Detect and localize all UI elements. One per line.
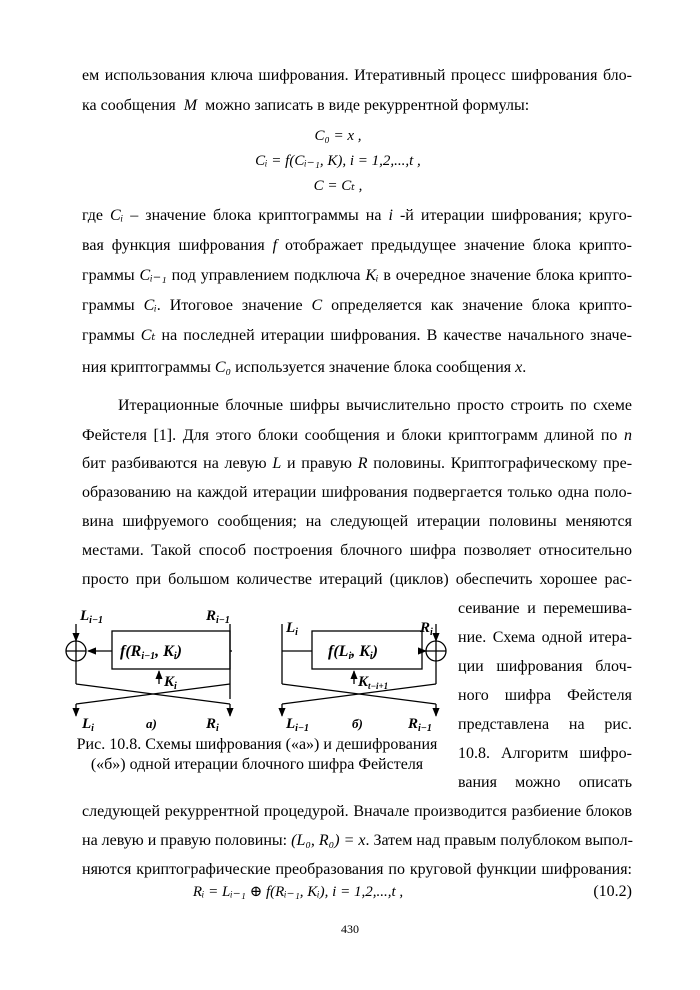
text-line: ции шифрования блоч- — [458, 658, 632, 675]
label: $L_{i-1}$ — [80, 608, 104, 626]
label: $L_i$ — [286, 620, 298, 638]
text-line: ние. Схема одной итера- — [458, 629, 632, 646]
text-line: ного шифра Фейстеля — [458, 687, 632, 704]
text-line: ния криптограммы C₀ используется значение блока сообщения x. — [82, 359, 527, 376]
text-line: представлена на рис. — [458, 716, 632, 733]
text-line: сеивание и перемешива- — [458, 600, 632, 617]
text-line: просто при большом количестве итераций (циклов) обеспечить хорошее рас- — [82, 571, 632, 588]
function-label: f(Ri−1, Ki) — [120, 643, 182, 662]
text-line: где Cᵢ – значение блока криптограммы на i -й итерации шифрования; круго- — [82, 207, 633, 224]
text-line: Итерационные блочные шифры вычислительно просто строить по схеме — [118, 397, 632, 414]
formula-line: C₀ = x , — [314, 128, 362, 144]
figure-caption: («б») одной итерации блочного шифра Фейстеля — [90, 756, 424, 773]
text-line: местами. Такой способ построения блочного шифра позволяет относительно — [82, 542, 632, 559]
text-line: вая функция шифрования f отображает предыдущее значение блока крипто- — [82, 237, 633, 254]
formula-line: Rᵢ = Lᵢ₋₁ ⊕ f(Rᵢ₋₁, Kᵢ), i = 1,2,...,t , — [192, 884, 404, 900]
text-line: вина шифруемого сообщения; на следующей итерации половины меняются — [82, 513, 632, 530]
function-label: f(Li, Ki) — [328, 643, 378, 662]
text-line: на левую и правую половины: (L₀, R₀) = x. Затем над правым полублоком выпол- — [82, 832, 633, 849]
scheme-b — [282, 624, 446, 716]
label: $R_i$ — [420, 620, 433, 638]
scheme-a — [66, 624, 232, 716]
text-line: бит разбиваются на левую L и правую R половины. Криптографическому пре- — [82, 455, 633, 472]
key-label: $K_i$ — [164, 674, 177, 692]
label: $R_{i-1}$ — [408, 716, 432, 734]
text-line: граммы Cₜ на последней итерации шифрования. В качестве начального значе- — [82, 327, 632, 344]
text-line: ем использования ключа шифрования. Итеративный процесс шифрования бло- — [82, 67, 632, 84]
scheme-a-label: а) — [146, 716, 157, 731]
text-line: граммы Cᵢ₋₁ под управлением подключа Kᵢ в очередное значение блока крипто- — [82, 267, 633, 284]
scheme-b-label: б) — [352, 716, 363, 731]
text-line: образованию на каждой итерации шифрования подвергается только одна поло- — [82, 484, 632, 501]
formula-line: C = Cₜ , — [313, 178, 363, 194]
label: $R_i$ — [206, 716, 219, 734]
text-line: няются криптографические преобразования по круговой функции шифрования: — [82, 861, 632, 878]
equation-number: (10.2) — [593, 883, 632, 900]
figure-caption: Рис. 10.8. Схемы шифрования («а») и дешифрования — [76, 736, 438, 753]
text-line: вания можно описать — [458, 774, 632, 791]
text-line: Фейстеля [1]. Для этого блоки сообщения и блоки криптограмм длиной по n — [82, 427, 633, 444]
page-number: 430 — [341, 922, 359, 936]
text-line: ка сообщения M можно записать в виде рекуррентной формулы: — [82, 97, 530, 114]
label: $L_{i-1}$ — [286, 716, 310, 734]
key-label: $K_{t-i+1}$ — [358, 674, 389, 691]
text-line: следующей рекуррентной процедурой. Вначале производится разбиение блоков — [82, 803, 632, 820]
label: $R_{i-1}$ — [206, 608, 230, 626]
text-line: 10.8. Алгоритм шифро- — [458, 745, 632, 762]
label: $L_i$ — [82, 716, 94, 734]
feistel-diagram — [56, 604, 456, 734]
formula-line: Cᵢ = f(Cᵢ₋₁, K), i = 1,2,...,t , — [255, 153, 421, 169]
text-line: граммы Cᵢ. Итоговое значение C определяется как значение блока крипто- — [82, 297, 633, 314]
